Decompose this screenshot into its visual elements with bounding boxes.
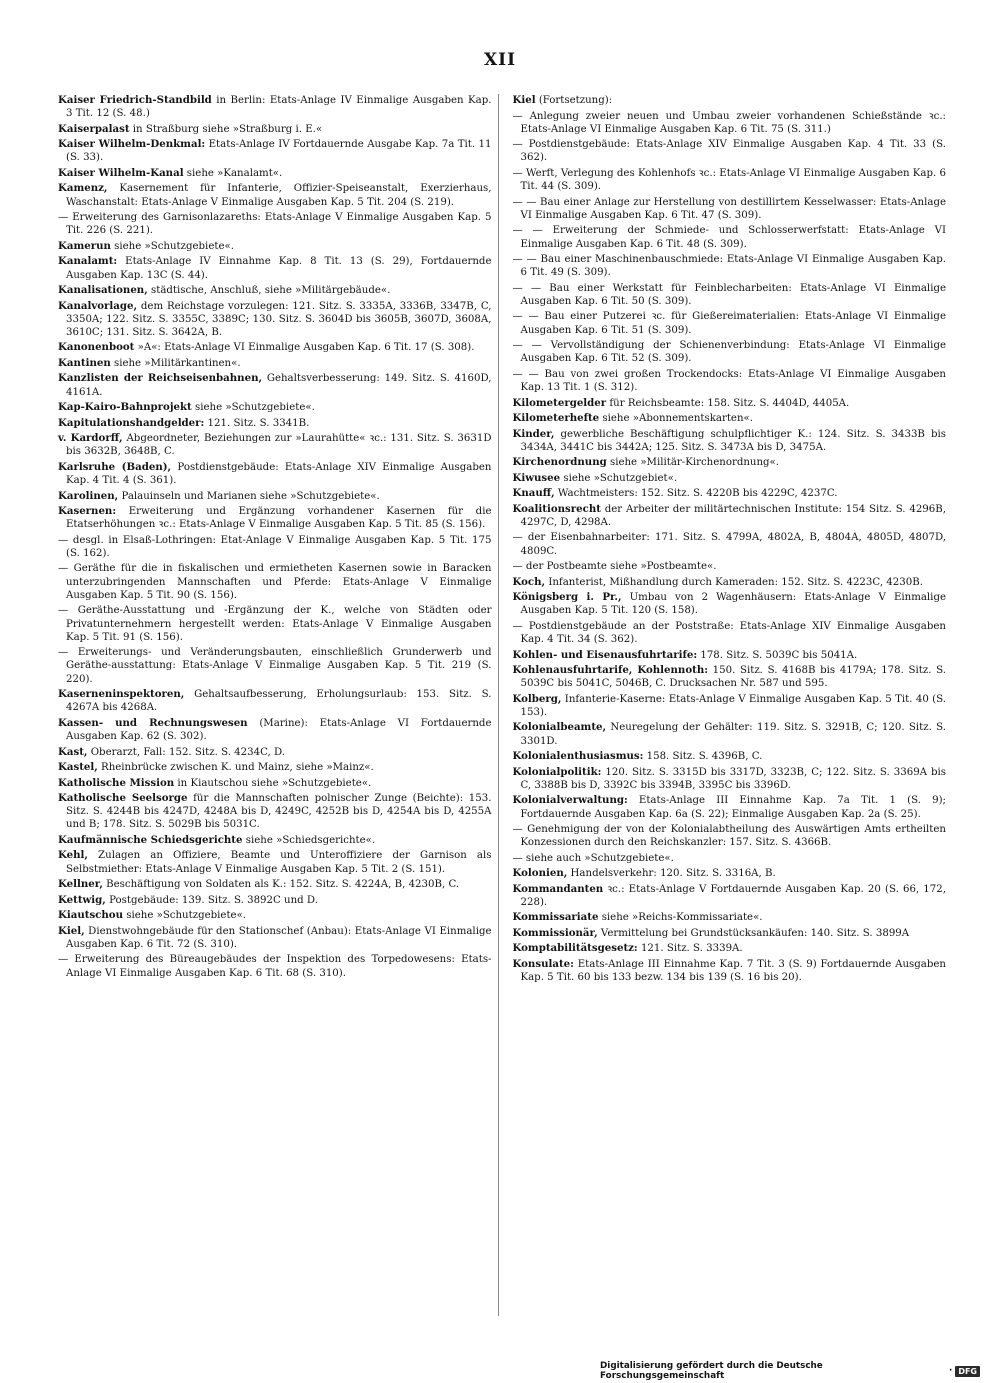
- entry-heading: Kaiserpalast: [58, 122, 130, 135]
- entry-text: Gehaltsverbesserung: 149. Sitz. S. 4160D, 4161A.: [66, 373, 492, 398]
- index-entry: [58, 925, 492, 951]
- entry-heading: Kaiser Wilhelm-Kanal: [58, 166, 184, 179]
- entry-heading: Karolinen,: [58, 489, 119, 502]
- entry-text: 178. Sitz. S. 5039C bis 5041A.: [697, 649, 858, 661]
- entry-text: — Anlegung zweier neuen und Umbau zweier vorhandenen Schießstände ꝛc.: Etats-Anlage VI Einmalige Ausgaben Kap. 6 Tit. 75 (S. 311.): [512, 110, 946, 135]
- entry-heading: Kaufmännische Schiedsgerichte: [58, 833, 243, 846]
- entry-text: — Erweiterung des Büreaugebäudes der Inspektion des Torpedowesens: Etats-Anlage VI Einmalige Ausgaben Kap. 6 Tit. 68 (S. 310).: [58, 954, 492, 979]
- entry-text: Etats-Anlage III Einnahme Kap. 7a Tit. 1 (S. 9); Fortdauernde Ausgaben Kap. 6a (S. 22); Einmalige Ausgaben Kap. 2a (S. 25).: [520, 795, 946, 820]
- entry-text: siehe »Reichs-Kommissariate«.: [598, 912, 763, 924]
- index-entry: [513, 428, 947, 454]
- index-entry: [58, 357, 492, 370]
- index-entry: [513, 167, 947, 193]
- index-entry: [513, 282, 947, 308]
- entry-text: — — Bau einer Putzerei ꝛc. für Gießereimaterialien: Etats-Anlage VI Einmalige Ausgaben Kap. 6 Tit. 51 (S. 309).: [512, 311, 946, 336]
- index-entry: [58, 646, 492, 686]
- entry-text: Zulagen an Offiziere, Beamte und Unteroffiziere der Garnison als Selbstmiether: Etats-Anlage V Einmalige Ausgaben Kap. 5 Tit. 2 (S. 151).: [66, 850, 492, 875]
- index-entry: [513, 576, 947, 589]
- entry-heading: Koalitionsrecht: [512, 502, 601, 515]
- entry-heading: Kiel,: [58, 924, 85, 937]
- entry-heading: Kilometerhefte: [512, 412, 600, 425]
- index-entry: [513, 368, 947, 394]
- index-entry: [513, 253, 947, 279]
- index-entry: [58, 167, 492, 180]
- footer: [600, 1361, 980, 1381]
- index-entry: [513, 138, 947, 164]
- left-column: [58, 94, 499, 1316]
- entry-heading: Kaserneninspektoren,: [58, 688, 185, 701]
- entry-text: in Straßburg siehe »Straßburg i. E.«: [129, 123, 323, 135]
- entry-text: — — Vervollständigung der Schienenverbindung: Etats-Anlage VI Einmalige Ausgaben Kap. 6 Tit. 52 (S. 309).: [512, 340, 946, 365]
- entry-text: Wachtmeisters: 152. Sitz. S. 4220B bis 4229C, 4237C.: [554, 488, 838, 500]
- index-entry: [513, 958, 947, 984]
- entry-text: 121. Sitz. S. 3339A.: [637, 943, 743, 955]
- entry-text: Gehaltsaufbesserung, Erholungsurlaub: 153. Sitz. S. 4267A bis 4268A.: [66, 689, 492, 714]
- index-entry: [513, 911, 947, 924]
- entry-text: — Postdienstgebäude an der Poststraße: Etats-Anlage XIV Einmalige Ausgaben Kap. 4 Tit. 34 (S. 362).: [512, 620, 946, 646]
- entry-text: siehe »Schiedsgerichte«.: [242, 834, 376, 846]
- entry-heading: Kassen- und Rechnungswesen: [58, 716, 248, 729]
- index-entry: [58, 240, 492, 253]
- index-entry: [58, 123, 492, 136]
- entry-text: — der Postbeamte siehe »Postbeamte«.: [512, 561, 717, 573]
- entry-heading: Kolonien,: [512, 867, 568, 880]
- index-entry: [58, 604, 492, 644]
- index-entry: [58, 746, 492, 759]
- index-columns: [58, 94, 946, 1316]
- entry-text: 150. Sitz. S. 4168B bis 4179A; 178. Sitz. S. 5039C bis 5041C, 5046B, C. Drucksachen Nr. 587 und 595.: [520, 665, 946, 690]
- index-entry: [58, 432, 492, 458]
- index-entry: [513, 412, 947, 425]
- entry-heading: Kolonialbeamte,: [512, 721, 607, 734]
- entry-heading: Kiautschou: [58, 909, 123, 922]
- index-entry: [58, 688, 492, 714]
- index-entry: [58, 792, 492, 832]
- entry-text: Erweiterung und Ergänzung vorhandener Kasernen für die Etatserhöhungen ꝛc.: Etats-Anlage V Einmalige Ausgaben Kap. 5 Tit. 85 (S. 156).: [66, 506, 492, 531]
- index-entry: [58, 953, 492, 979]
- entry-text: siehe »Schutzgebiete«.: [123, 910, 247, 922]
- index-entry: [513, 927, 947, 940]
- index-entry: [58, 849, 492, 875]
- index-entry: [513, 693, 947, 719]
- entry-text: — Erweiterungs- und Veränderungsbauten, einschließlich Grunderwerb und Geräthe-ausstattung: Etats-Anlage V Einmalige Ausgaben Kap. 5 Tit. 219 (S. 220).: [58, 647, 492, 685]
- index-entry: [513, 339, 947, 365]
- entry-heading: Kommissionär,: [512, 926, 598, 939]
- entry-text: in Berlin: Etats-Anlage IV Einmalige Ausgaben Kap. 3 Tit. 12 (S. 48.): [66, 95, 492, 120]
- entry-text: Neuregelung der Gehälter: 119. Sitz. S. 3291B, C; 120. Sitz. S. 3301D.: [520, 722, 946, 747]
- entry-text: Abgeordneter, Beziehungen zur »Laurahütte« ꝛc.: 131. Sitz. S. 3631D bis 3632B, 3648B, C.: [66, 433, 492, 458]
- index-entry: [513, 503, 947, 529]
- entry-heading: Kinder,: [512, 427, 555, 440]
- entry-text: — Geräthe für die in fiskalischen und ermietheten Kasernen sowie in Baracken unterzubringenden Mannschaften und Pferde: Etats-Anlage V Einmalige Ausgaben Kap. 5 Tit. 90 (S. 156).: [58, 563, 492, 601]
- entry-heading: Kanzlisten der Reichseisenbahnen,: [58, 372, 263, 385]
- entry-text: siehe »Militärkantinen«.: [110, 357, 241, 369]
- entry-heading: Kanalamt:: [58, 255, 118, 268]
- index-entry: [58, 717, 492, 743]
- entry-text: — — Bau einer Werkstatt für Feinblecharbeiten: Etats-Anlage VI Einmalige Ausgaben Kap. 6 Tit. 50 (S. 309).: [512, 282, 946, 307]
- entry-text: städtische, Anschluß, siehe »Militärgebäude«.: [147, 285, 391, 297]
- entry-heading: Kasernen:: [58, 505, 117, 518]
- entry-heading: Konsulate:: [512, 957, 574, 970]
- entry-heading: Kamerun: [58, 239, 111, 252]
- entry-text: Etats-Anlage III Einnahme Kap. 7 Tit. 3 (S. 9) Fortdauernde Ausgaben Kap. 5 Tit. 60 bis 133 bezw. 134 bis 139 (S. 16 bis 20).: [520, 958, 946, 984]
- entry-heading: Kellner,: [58, 878, 103, 891]
- index-entry: [58, 182, 492, 208]
- entry-text: Infanterist, Mißhandlung durch Kameraden: 152. Sitz. S. 4223C, 4230B.: [545, 576, 923, 588]
- entry-heading: Kettwig,: [58, 893, 106, 906]
- entry-text: für Reichsbeamte: 158. Sitz. S. 4404D, 4405A.: [606, 397, 850, 409]
- index-entry: [513, 456, 947, 469]
- index-entry: [513, 224, 947, 250]
- entry-heading: Katholische Mission: [58, 776, 175, 789]
- index-entry: [58, 255, 492, 281]
- entry-text: — Postdienstgebäude: Etats-Anlage XIV Einmalige Ausgaben Kap. 4 Tit. 33 (S. 362).: [512, 139, 946, 164]
- index-entry: [513, 310, 947, 336]
- index-entry: [58, 461, 492, 487]
- index-entry: [58, 94, 492, 120]
- entry-text: Infanterie-Kaserne: Etats-Anlage V Einmalige Ausgaben Kap. 5 Tit. 40 (S. 153).: [520, 693, 946, 718]
- entry-heading: Kiel: [512, 94, 536, 106]
- entry-heading: Kanalisationen,: [58, 284, 148, 297]
- entry-heading: Kast,: [58, 745, 88, 758]
- entry-text: Palauinseln und Marianen siehe »Schutzgebiete«.: [118, 490, 380, 502]
- entry-heading: Kommandanten: [512, 882, 604, 895]
- entry-text: Vermittelung bei Grundstücksankäufen: 140. Sitz. S. 3899A: [597, 927, 910, 939]
- entry-text: 158. Sitz. S. 4396B, C.: [643, 751, 763, 763]
- entry-heading: Kolonialenthusiasmus:: [512, 750, 644, 763]
- index-entry: [58, 909, 492, 922]
- entry-text: Handelsverkehr: 120. Sitz. S. 3316A, B.: [567, 868, 776, 880]
- index-entry: [513, 750, 947, 763]
- entry-heading: Kohlen- und Eisenausfuhrtarife:: [512, 648, 698, 661]
- index-entry: [513, 883, 947, 909]
- entry-heading: Knauff,: [512, 487, 555, 500]
- entry-heading: Kiwusee: [512, 471, 561, 484]
- index-entry: [513, 472, 947, 485]
- entry-heading: Kamenz,: [58, 182, 108, 195]
- index-entry: [513, 823, 947, 849]
- index-entry: [513, 620, 947, 646]
- entry-text: siehe »Schutzgebiet«.: [560, 472, 678, 484]
- entry-text: 120. Sitz. S. 3315D bis 3317D, 3323B, C; 122. Sitz. S. 3369A bis C, 3388B bis D, 3392C bis 3394B, 3395C bis 3396D.: [520, 766, 946, 791]
- footer-text: Digitalisierung gefördert durch die Deutsche Forschungsgemeinschaft: [600, 1361, 823, 1381]
- entry-text: siehe »Schutzgebiete«.: [191, 402, 315, 414]
- entry-heading: Kirchenordnung: [512, 456, 607, 469]
- index-entry: [513, 852, 947, 865]
- index-entry: [58, 534, 492, 560]
- entry-heading: Kehl,: [58, 849, 88, 862]
- index-entry: [58, 562, 492, 602]
- entry-text: (Marine): Etats-Anlage VI Fortdauernde Ausgaben Kap. 62 (S. 302).: [66, 717, 492, 743]
- index-entry: [58, 878, 492, 891]
- index-entry: [58, 490, 492, 503]
- entry-text: — — Erweiterung der Schmiede- und Schlosserwerfstatt: Etats-Anlage VI Einmalige Ausgaben Kap. 6 Tit. 48 (S. 309).: [512, 225, 946, 250]
- entry-text: gewerbliche Beschäftigung schulpflichtiger K.: 124. Sitz. S. 3433B bis 3434A, 3441C bis 3442A; 125. Sitz. S. 3473A bis D, 3475A.: [520, 428, 946, 453]
- entry-text: Rheinbrücke zwischen K. und Mainz, siehe »Mainz«.: [97, 762, 374, 774]
- entry-heading: Kastel,: [58, 761, 98, 774]
- entry-text: — der Eisenbahnarbeiter: 171. Sitz. S. 4799A, 4802A, B, 4804A, 4805D, 4807D, 4809C.: [512, 532, 946, 557]
- entry-text: — Erweiterung des Garnisonlazareths: Etats-Anlage V Einmalige Ausgaben Kap. 5 Tit. 226 (S. 221).: [58, 212, 492, 237]
- entry-heading: Kanalvorlage,: [58, 299, 138, 312]
- index-entry: [58, 894, 492, 907]
- entry-heading: Kohlenausfuhrtarife, Kohlennoth:: [512, 664, 708, 677]
- index-entry: [513, 649, 947, 662]
- index-entry: [58, 372, 492, 398]
- index-entry: [513, 942, 947, 955]
- index-entry: [58, 211, 492, 237]
- entry-heading: Kap-Kairo-Bahnprojekt: [58, 401, 192, 414]
- entry-text: Beschäftigung von Soldaten als K.: 152. Sitz. S. 4224A, B, 4230B, C.: [102, 879, 460, 891]
- entry-heading: Kolonialverwaltung:: [512, 794, 628, 807]
- entry-heading: Karlsruhe (Baden),: [58, 460, 172, 473]
- index-entry: [58, 341, 492, 354]
- entry-heading: Kapitulationshandgelder:: [58, 416, 205, 429]
- entry-text: — Genehmigung der von der Kolonialabtheilung des Auswärtigen Amts ertheilten Konzessionen durch den Reichskanzler: 157. Sitz. S. 4366B.: [512, 824, 946, 849]
- entry-text: Umbau von 2 Wagenhäusern: Etats-Anlage V Einmalige Ausgaben Kap. 5 Tit. 120 (S. 158).: [520, 592, 946, 617]
- index-entry: [513, 94, 947, 107]
- entry-heading: Kaiser Wilhelm-Denkmal:: [58, 138, 206, 151]
- entry-text: Etats-Anlage IV Einnahme Kap. 8 Tit. 13 (S. 29), Fortdauernde Ausgaben Kap. 13C (S. 44).: [66, 256, 492, 281]
- entry-text: Postgebäude: 139. Sitz. S. 3892C und D.: [105, 894, 318, 906]
- index-entry: [58, 777, 492, 790]
- index-entry: [58, 401, 492, 414]
- entry-heading: Königsberg i. Pr.,: [512, 591, 622, 604]
- entry-heading: Kolberg,: [512, 692, 562, 705]
- entry-text: Oberarzt, Fall: 152. Sitz. S. 4234C, D.: [87, 746, 286, 758]
- entry-text: Postdienstgebäude: Etats-Anlage XIV Einmalige Ausgaben Kap. 4 Tit. 4 (S. 361).: [66, 461, 492, 487]
- entry-text: in Kiautschou siehe »Schutzgebiete«.: [174, 777, 372, 789]
- entry-text: — siehe auch »Schutzgebiete«.: [512, 852, 674, 864]
- index-entry: [513, 397, 947, 410]
- entry-text: — Werft, Verlegung des Kohlenhofs ꝛc.: Etats-Anlage VI Einmalige Ausgaben Kap. 6 Tit. 44 (S. 309).: [512, 167, 946, 193]
- entry-text: 121. Sitz. S. 3341B.: [204, 417, 310, 429]
- entry-heading: Komptabilitätsgesetz:: [512, 942, 638, 955]
- entry-heading: Katholische Seelsorge: [58, 792, 188, 805]
- entry-text: — Geräthe-Ausstattung und -Ergänzung der K., welche von Städten oder Privatunternehmern hergestellt werden: Etats-Anlage V Einmalige Ausgaben Kap. 5 Tit. 91 (S. 156).: [58, 605, 492, 643]
- entry-text: Kasernement für Infanterie, Offizier-Speiseanstalt, Exerzierhaus, Waschanstalt: Etats-Anlage V Einmalige Ausgaben Kap. 5 Tit. 204 (S. 219).: [66, 183, 492, 208]
- index-entry: [58, 834, 492, 847]
- entry-text: Etats-Anlage IV Fortdauernde Ausgabe Kap. 7a Tit. 11 (S. 33).: [66, 139, 492, 164]
- entry-heading: Koch,: [512, 575, 546, 588]
- entry-text: für die Mannschaften polnischer Zunge (Beichte): 153. Sitz. S. 4244B bis 4247D, 4248A bis D, 4249C, 4252B bis D, 4254A bis D, 4255A und B; 178. Sitz. S. 5029B bis 5031C.: [66, 793, 492, 831]
- entry-text: — desgl. in Elsaß-Lothringen: Etat-Anlage V Einmalige Ausgaben Kap. 5 Tit. 175 (S. 162).: [58, 534, 492, 559]
- entry-text: siehe »Abonnementskarten«.: [599, 413, 753, 425]
- index-entry: [58, 505, 492, 531]
- index-entry: [513, 794, 947, 820]
- index-entry: [513, 766, 947, 792]
- index-entry: [513, 531, 947, 557]
- index-entry: [58, 417, 492, 430]
- entry-heading: Kantinen: [58, 356, 111, 369]
- entry-text: (Fortsetzung):: [535, 95, 613, 106]
- entry-heading: Kommissariate: [512, 911, 599, 924]
- entry-text: — — Bau einer Maschinenbauschmiede: Etats-Anlage VI Einmalige Ausgaben Kap. 6 Tit. 49 (S. 309).: [512, 254, 946, 279]
- entry-text: »A«: Etats-Anlage VI Einmalige Ausgaben Kap. 6 Tit. 17 (S. 308).: [134, 342, 475, 354]
- index-entry: [513, 591, 947, 617]
- index-entry: [513, 487, 947, 500]
- index-entry: [58, 284, 492, 297]
- entry-text: siehe »Militär-Kirchenordnung«.: [606, 457, 780, 469]
- entry-text: dem Reichstage vorzulegen: 121. Sitz. S. 3335A, 3336B, 3347B, C, 3350A; 122. Sitz. S. 3355C, 3389C; 130. Sitz. S. 3604D bis 3605B, 3607D, 3608A, 3610C; 131. Sitz. S. 3642A, B.: [66, 300, 492, 338]
- index-entry: [513, 196, 947, 222]
- index-entry: [58, 138, 492, 164]
- entry-text: der Arbeiter der militärtechnischen Institute: 154 Sitz. S. 4296B, 4297C, D, 4298A.: [520, 503, 946, 528]
- dfg-logo-icon: DFG: [955, 1366, 980, 1377]
- entry-text: siehe »Schutzgebiete«.: [110, 240, 234, 252]
- entry-text: ꝛc.: Etats-Anlage V Fortdauernde Ausgaben Kap. 20 (S. 66, 172, 228).: [520, 883, 946, 908]
- index-entry: [58, 761, 492, 774]
- index-entry: [513, 560, 947, 573]
- index-entry: [513, 664, 947, 690]
- entry-heading: Kanonenboot: [58, 341, 135, 354]
- entry-heading: Kaiser Friedrich-Standbild: [58, 94, 212, 106]
- entry-heading: v. Kardorff,: [58, 432, 123, 445]
- index-entry: [513, 110, 947, 136]
- index-entry: [513, 867, 947, 880]
- entry-heading: Kolonialpolitik:: [512, 765, 602, 778]
- entry-text: — — Bau einer Anlage zur Herstellung von destillirtem Kesselwasser: Etats-Anlage VI Einmalige Ausgaben Kap. 6 Tit. 47 (S. 309).: [512, 196, 946, 221]
- index-entry: [513, 721, 947, 747]
- entry-text: Dienstwohngebäude für den Stationschef (Anbau): Etats-Anlage VI Einmalige Ausgaben Kap. 6 Tit. 72 (S. 310).: [66, 925, 492, 950]
- right-column: [513, 94, 947, 1316]
- separator-icon: ·: [948, 1366, 953, 1376]
- index-entry: [58, 300, 492, 340]
- entry-text: siehe »Kanalamt«.: [183, 167, 283, 179]
- entry-heading: Kilometergelder: [512, 396, 607, 409]
- entry-text: — — Bau von zwei großen Trockendocks: Etats-Anlage VI Einmalige Ausgaben Kap. 13 Tit. 1 (S. 312).: [512, 368, 946, 394]
- page-number: XII: [483, 50, 517, 70]
